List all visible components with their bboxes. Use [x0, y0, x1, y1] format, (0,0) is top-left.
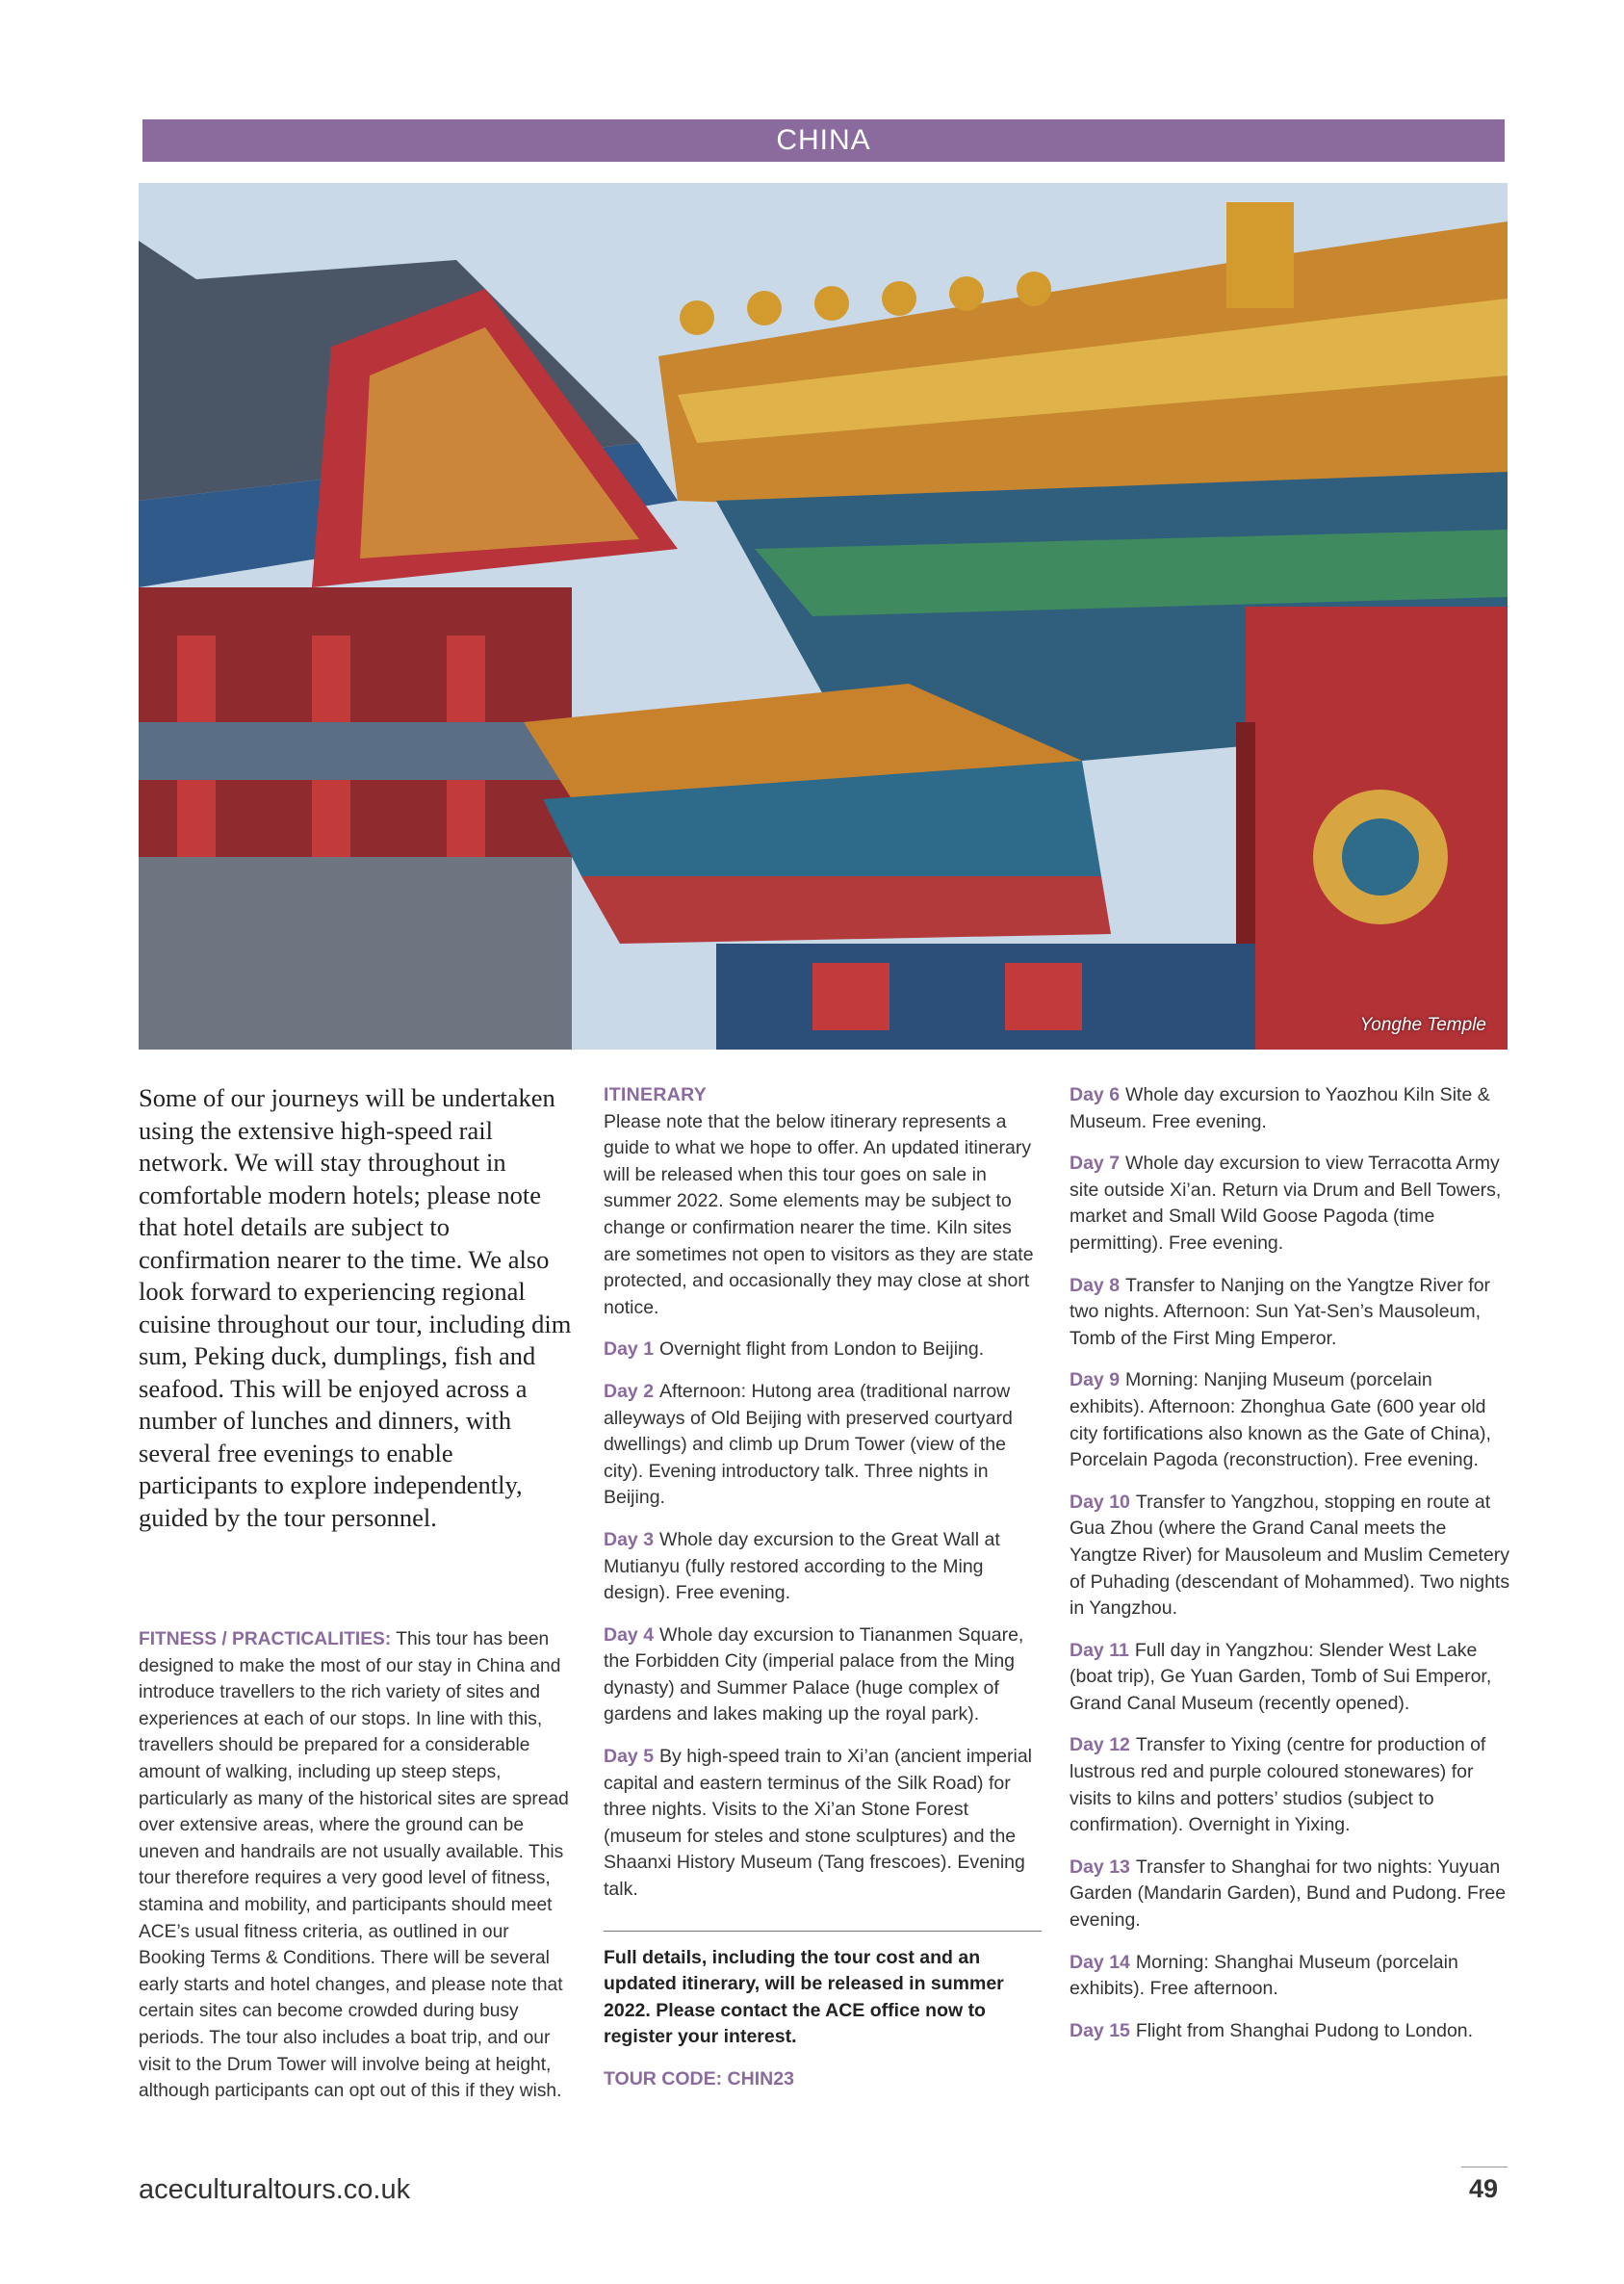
divider [604, 1931, 1042, 1932]
temple-photo [139, 183, 1508, 1050]
day-item: Day 5 By high-speed train to Xi’an (ancient imperial capital and eastern terminus of the Silk Road) for three nights. Visits to the Xi’an Stone Forest (museum for steles and stone sculptures) and the Shaanxi History Museum (Tang frescoes). Evening talk. [604, 1746, 1032, 1901]
day-item: Day 15 Flight from Shanghai Pudong to London. [1070, 2019, 1474, 2041]
day-item: Day 9 Morning: Nanjing Museum (porcelain exhibits). Afternoon: Zhonghua Gate (600 year old city fortifications also known as the Gate of China), Porcelain Pagoda (reconstruction). Free evening. [1070, 1369, 1491, 1471]
full-details-note: Full details, including the tour cost and an updated itinerary, will be released in summer 2022. Please contact the ACE office now to register your interest. [604, 1946, 1004, 2048]
itinerary-note: Please note that the below itinerary represents a guide to what we hope to offer. An updated itinerary will be released when this tour goes on sale in summer 2022. Some elements may be subject to change or confirmation nearer the time. Kiln sites are sometimes not open to visitors as they are state protected, and occasionally they may close at short notice. [604, 1110, 1034, 1318]
photo-caption: Yonghe Temple [1359, 1015, 1486, 1035]
itinerary-heading: ITINERARY [604, 1084, 708, 1105]
day-item: Day 14 Morning: Shanghai Museum (porcelain exhibits). Free afternoon. [1070, 1951, 1458, 2000]
day-item: Day 1 Overnight flight from London to Beijing. [604, 1338, 985, 1361]
website-link[interactable]: aceculturaltours.co.uk [139, 2174, 411, 2205]
day-item: Day 7 Whole day excursion to view Terracotta Army site outside Xi’an. Return via Drum and Bell Towers, market and Small Wild Goose Pagoda (time permitting). Free evening. [1070, 1153, 1502, 1254]
day-item: Day 4 Whole day excursion to Tiananmen Square, the Forbidden City (imperial palace from the Ming dynasty) and Summer Palace (huge complex of gardens and lakes making up the royal park). [604, 1623, 1024, 1726]
fitness-text: This tour has been designed to make the most of our stay in China and introduce travellers to the rich variety of sites and experiences at each of our stops. In line with this, travellers should be prepared for a considerable amount of walking, including up steep steps, particularly as many of the historical sites are spread over extensive areas, where the ground can be uneven and handrails are not usually available. This tour therefore requires a very good level of fitness, stamina and mobility, and participants should meet ACE’s usual fitness criteria, as outlined in our Booking Terms & Conditions. There will be several early starts and hotel changes, and please note that certain sites can become crowded during busy periods. The tour also includes a boat trip, and our visit to the Drum Tower will involve being at height, although participants can opt out of this if they wish. [139, 1629, 569, 2102]
fitness-section [139, 1626, 577, 2105]
day-item: Day 10 Transfer to Yangzhou, stopping en route at Gua Zhou (where the Grand Canal meets the Yangtze River) for Mausoleum and Muslim Cemetery of Puhading (descendant of Mohammed). Two nights in Yangzhou. [1070, 1491, 1510, 1620]
day-item: Day 6 Whole day excursion to Yaozhou Kiln Site & Museum. Free evening. [1070, 1084, 1490, 1132]
day-item: Day 3 Whole day excursion to the Great Wall at Mutianyu (fully restored according to the Ming design). Free evening. [604, 1528, 1000, 1604]
itinerary-column-1 [604, 1082, 1042, 2093]
tour-code: TOUR CODE: CHIN23 [604, 2068, 794, 2089]
day-item: Day 13 Transfer to Shanghai for two nights: Yuyuan Garden (Mandarin Garden), Bund and Pudong. Free evening. [1070, 1856, 1507, 1932]
day-item: Day 11 Full day in Yangzhou: Slender West Lake (boat trip), Ge Yuan Garden, Tomb of Sui Emperor, Grand Canal Museum (recently opened). [1070, 1639, 1492, 1714]
country-banner: CHINA [142, 119, 1505, 162]
fitness-heading: FITNESS / PRACTICALITIES: [139, 1629, 392, 1649]
day-item: Day 12 Transfer to Yixing (centre for production of lustrous red and purple coloured stonewares) for visits to kilns and potters’ studios (subject to confirmation). Overnight in Yixing. [1070, 1734, 1486, 1836]
intro-paragraph: Some of our journeys will be undertaken using the extensive high-speed rail network. We will stay throughout in comfortable modern hotels; please note that hotel details are subject to confirmation nearer to the time. We also look forward to experiencing regional cuisine throughout our tour, including dim sum, Peking duck, dumplings, fish and seafood. This will be enjoyed across a number of lunches and dinners, with several free evenings to enable participants to explore independently, guided by the tour personnel. [139, 1083, 572, 1532]
itinerary-column-2 [1070, 1082, 1512, 2060]
page-number: 49 [1469, 2174, 1499, 2203]
day-item: Day 8 Transfer to Nanjing on the Yangtze River for two nights. Afternoon: Sun Yat-Sen’s Mausoleum, Tomb of the First Ming Emperor. [1070, 1274, 1491, 1349]
day-item: Day 2 Afternoon: Hutong area (traditional narrow alleyways of Old Beijing with preserved courtyard dwellings) and climb up Drum Tower (view of the city). Evening introductory talk. Three nights in Beijing. [604, 1380, 1013, 1509]
